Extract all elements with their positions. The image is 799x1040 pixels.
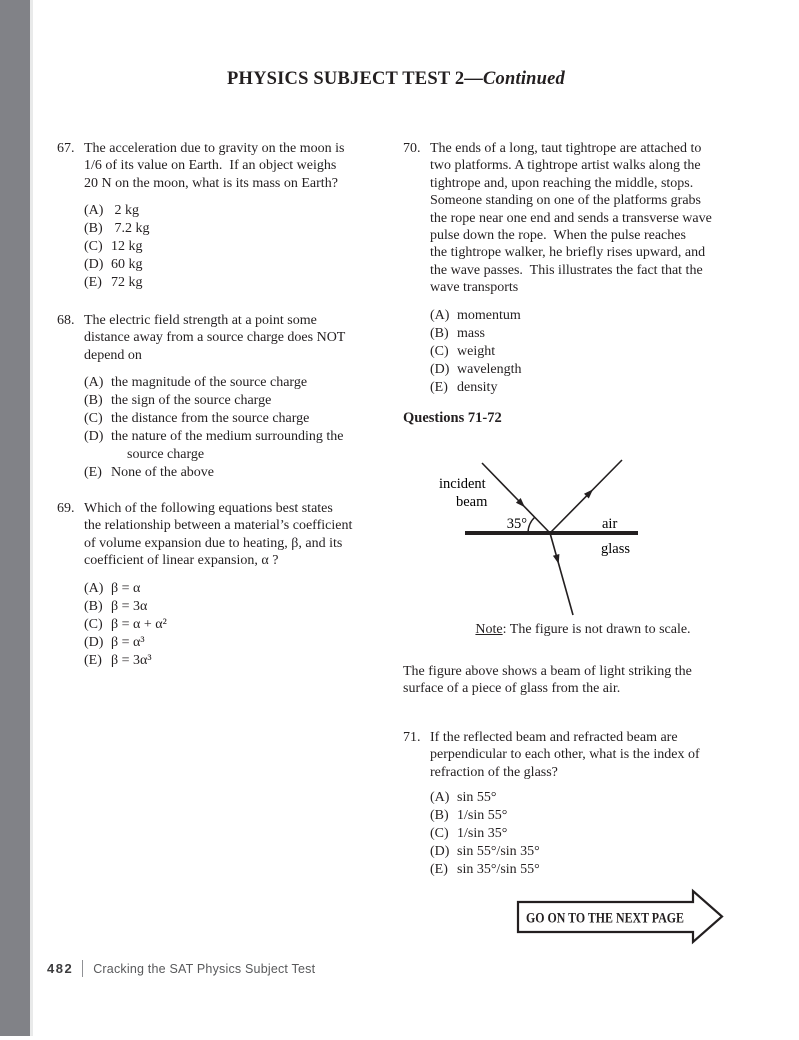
choice-row xyxy=(84,256,394,274)
stem-line: refraction of the glass? xyxy=(430,764,558,780)
choice-row xyxy=(84,580,394,598)
choice-letter: (C) xyxy=(84,411,103,427)
question-number: 69. xyxy=(57,501,75,516)
choice-letter: (D) xyxy=(430,361,450,377)
choice-letter: (D) xyxy=(84,429,104,445)
section-header-questions-71-72: Questions 71-72 xyxy=(403,410,502,426)
choice-row xyxy=(84,374,394,392)
refracted-ray xyxy=(550,533,573,615)
choice-row xyxy=(84,428,394,464)
choice-row xyxy=(430,825,763,843)
question-68 xyxy=(57,312,394,482)
stem-line: 20 N on the moon, what is its mass on Earth? xyxy=(84,175,338,191)
choice-letter: (D) xyxy=(84,634,104,650)
choice-letter: (B) xyxy=(84,598,103,614)
choice-text: sin 35°/sin 55° xyxy=(457,862,540,878)
stem-line: wave transports xyxy=(430,280,519,296)
refracted-ray-arrowhead xyxy=(553,554,560,564)
choice-text: wavelength xyxy=(457,361,522,377)
choice-text: the distance from the source charge xyxy=(111,411,310,427)
footer-divider xyxy=(82,960,83,977)
choice-row xyxy=(84,202,394,220)
choice-row xyxy=(430,361,763,379)
stem-line: perpendicular to each other, what is the index of xyxy=(430,747,700,763)
choice-row xyxy=(84,274,394,292)
choices-69 xyxy=(84,580,394,670)
angle-label: 35° xyxy=(506,516,527,532)
stem-line: tightrope and, upon reaching the middle, stops. xyxy=(430,175,694,191)
stem-line: The ends of a long, taut tightrope are attached to xyxy=(430,141,702,156)
page-edge-gray-strip xyxy=(0,0,33,1036)
stem-line: The electric field strength at a point some xyxy=(84,313,317,328)
choice-text-line2: source charge xyxy=(127,447,205,463)
stem-line: two platforms. A tightrope artist walks along the xyxy=(430,158,701,174)
choice-text: β = 3α xyxy=(111,598,148,614)
choice-row xyxy=(430,325,763,343)
stem-line: Someone standing on one of the platforms grabs xyxy=(430,193,702,209)
stem-line: The acceleration due to gravity on the moon is xyxy=(84,141,345,156)
stem-line: the rope near one end and sends a transverse wave xyxy=(430,210,712,226)
choice-text: β = 3α³ xyxy=(111,652,152,668)
choice-letter: (E) xyxy=(430,862,448,878)
choice-letter: (A) xyxy=(84,203,104,219)
choice-text: 1/sin 55° xyxy=(457,808,508,824)
question-number: 70. xyxy=(403,141,421,156)
incident-beam-label-line2: beam xyxy=(456,494,488,510)
stem-line: of volume expansion due to heating, β, and its xyxy=(84,535,343,551)
stem-line: coefficient of linear expansion, α ? xyxy=(84,553,279,569)
choice-text: β = α³ xyxy=(111,634,145,650)
choice-row xyxy=(84,238,394,256)
choice-letter: (B) xyxy=(84,221,103,237)
choice-text: 7.2 kg xyxy=(111,221,150,237)
incident-beam-label-line1: incident xyxy=(439,476,486,492)
choice-text: β = α + α² xyxy=(111,616,167,632)
choice-text: mass xyxy=(457,325,485,341)
page-title-continued: Continued xyxy=(483,69,565,89)
page-title xyxy=(33,69,759,90)
choice-text: 72 kg xyxy=(111,275,143,291)
page-number: 482 xyxy=(47,961,74,976)
choice-text: 2 kg xyxy=(111,203,139,219)
choice-letter: (E) xyxy=(430,379,448,395)
choice-letter: (C) xyxy=(84,616,103,632)
question-69 xyxy=(57,500,394,670)
stem-line: If the reflected beam and refracted beam are xyxy=(430,730,678,745)
question-67 xyxy=(57,140,394,292)
choices-70 xyxy=(430,307,763,397)
choices-67 xyxy=(84,202,394,292)
choice-letter: (A) xyxy=(84,375,104,391)
figure-note-text: : The figure is not drawn to scale. xyxy=(502,622,691,637)
choices-71 xyxy=(430,789,763,879)
choice-text: sin 55°/sin 35° xyxy=(457,844,540,860)
choice-letter: (C) xyxy=(430,826,449,842)
choice-letter: (C) xyxy=(84,239,103,255)
choice-letter: (B) xyxy=(430,325,449,341)
choice-row xyxy=(430,861,763,879)
choice-text: 12 kg xyxy=(111,239,143,255)
stem-line: pulse down the rope. When the pulse reaches xyxy=(430,228,686,244)
choice-letter: (C) xyxy=(430,343,449,359)
question-70 xyxy=(403,140,763,397)
next-page-banner xyxy=(505,884,730,956)
question-number: 67. xyxy=(57,141,75,156)
choice-letter: (E) xyxy=(84,275,102,291)
next-page-banner-text: GO ON TO THE NEXT PAGE xyxy=(526,910,684,927)
choice-text: weight xyxy=(457,343,496,359)
choice-text: the sign of the source charge xyxy=(111,393,272,409)
glass-label: glass xyxy=(601,541,630,557)
choice-row xyxy=(430,789,763,807)
choice-row xyxy=(84,392,394,410)
choice-text: sin 55° xyxy=(457,790,497,806)
choices-68 xyxy=(84,374,394,482)
choice-row xyxy=(430,307,763,325)
choice-text-line1: the nature of the medium surrounding the xyxy=(111,429,344,445)
choice-row xyxy=(430,343,763,361)
question-number: 71. xyxy=(403,730,421,745)
refraction-figure xyxy=(425,452,755,630)
choice-letter: (A) xyxy=(430,790,450,806)
choice-text: 1/sin 35° xyxy=(457,826,508,842)
book-title: Cracking the SAT Physics Subject Test xyxy=(93,961,316,976)
choice-row xyxy=(84,410,394,428)
choice-row xyxy=(430,807,763,825)
stem-line: the tightrope walker, he briefly rises upward, and xyxy=(430,245,706,261)
caption-line: surface of a piece of glass from the air. xyxy=(403,681,621,697)
air-label: air xyxy=(602,516,618,532)
choice-letter: (D) xyxy=(84,257,104,273)
choice-text: None of the above xyxy=(111,465,215,481)
choice-text: momentum xyxy=(457,307,521,323)
page-title-main: PHYSICS SUBJECT TEST 2— xyxy=(227,69,483,89)
stem-line: the wave passes. This illustrates the fact that the xyxy=(430,262,703,278)
figure-note-label: Note xyxy=(475,622,503,637)
choice-row xyxy=(84,634,394,652)
stem-line: distance away from a source charge does NOT xyxy=(84,330,346,346)
question-71 xyxy=(403,729,763,879)
choice-text: density xyxy=(457,379,498,395)
choice-letter: (A) xyxy=(430,307,450,323)
choice-row xyxy=(430,379,763,397)
choice-text xyxy=(111,428,344,464)
choice-row xyxy=(84,220,394,238)
choice-letter: (A) xyxy=(84,580,104,596)
figure-caption xyxy=(403,663,763,698)
choice-row xyxy=(84,464,394,482)
choice-text: β = α xyxy=(111,580,141,596)
caption-line: The figure above shows a beam of light striking the xyxy=(403,664,692,679)
choice-row xyxy=(84,616,394,634)
choice-text: 60 kg xyxy=(111,257,143,273)
choice-letter: (B) xyxy=(84,393,103,409)
stem-line: depend on xyxy=(84,347,142,363)
choice-row xyxy=(84,598,394,616)
stem-line: the relationship between a material’s coefficient xyxy=(84,518,353,534)
choice-letter: (D) xyxy=(430,844,450,860)
stem-line: Which of the following equations best states xyxy=(84,501,333,516)
figure-note xyxy=(413,622,753,638)
choice-letter: (E) xyxy=(84,652,102,668)
page-footer xyxy=(47,960,315,977)
stem-line: 1/6 of its value on Earth. If an object weighs xyxy=(84,158,337,174)
choice-letter: (B) xyxy=(430,808,449,824)
question-number: 68. xyxy=(57,313,75,328)
choice-text: the magnitude of the source charge xyxy=(111,375,308,391)
choice-letter: (E) xyxy=(84,465,102,481)
angle-arc xyxy=(528,517,535,533)
choice-row xyxy=(84,652,394,670)
choice-row xyxy=(430,843,763,861)
